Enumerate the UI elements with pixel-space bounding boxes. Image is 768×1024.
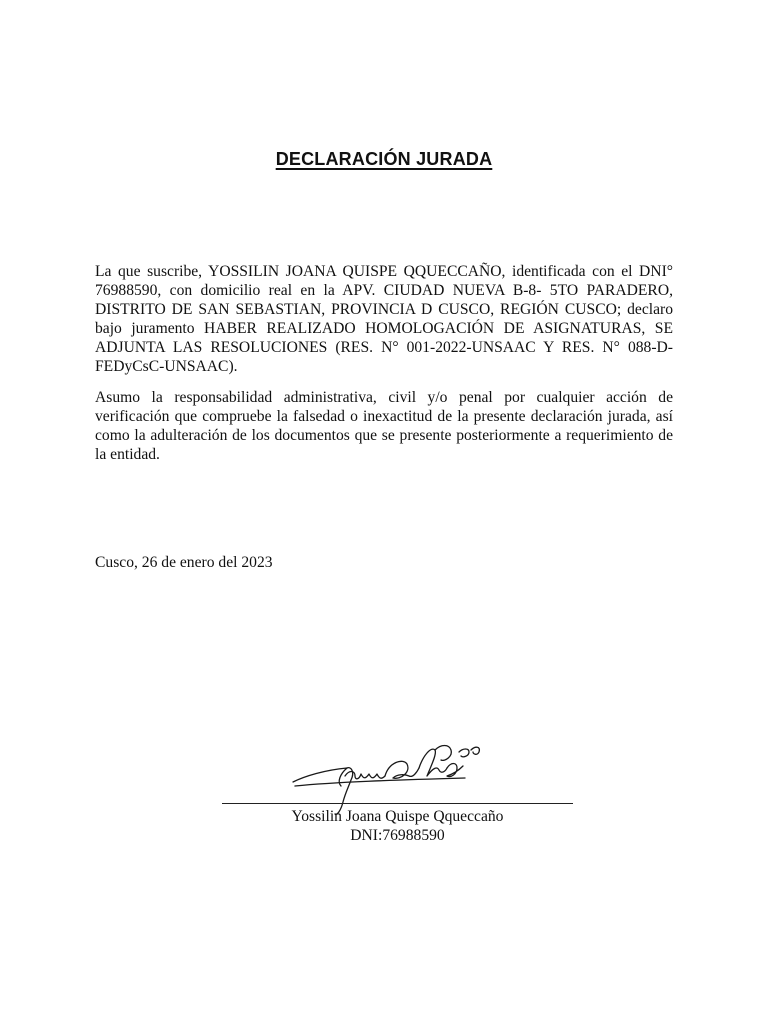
handwritten-signature-icon bbox=[285, 732, 485, 818]
document-title-text: DECLARACIÓN JURADA bbox=[275, 149, 493, 169]
responsibility-paragraph: Asumo la responsabilidad administrativa, civil y/o penal por cualquier acción de verificación que compruebe la falsedad o inexactitud de la presente declaración jurada, así como la adulteración de los documentos que se presente posteriormente a requerimiento de la entidad. bbox=[95, 389, 673, 463]
document-title bbox=[0, 149, 768, 170]
signer-name: Yossilin Joana Quispe Qqueccaño bbox=[291, 808, 504, 825]
declaration-paragraph: La que suscribe, YOSSILIN JOANA QUISPE QQUECCAÑO, identificada con el DNI° 76988590, con domicilio real en la APV. CIUDAD NUEVA B-8- 5TO PARADERO, DISTRITO DE SAN SEBASTIAN, PROVINCIA D CUSCO, REGIÓN CUSCO; declaro bajo juramento HABER REALIZADO HOMOLOGACIÓN DE ASIGNATURAS, SE ADJUNTA LAS RESOLUCIONES (RES. N° 001-2022-UNSAAC Y RES. N° 088-D-FEDyCsC-UNSAAC). bbox=[95, 263, 673, 375]
signer-dni: DNI:76988590 bbox=[350, 827, 445, 844]
place-and-date: Cusco, 26 de enero del 2023 bbox=[95, 554, 273, 571]
signature-line bbox=[222, 803, 573, 804]
